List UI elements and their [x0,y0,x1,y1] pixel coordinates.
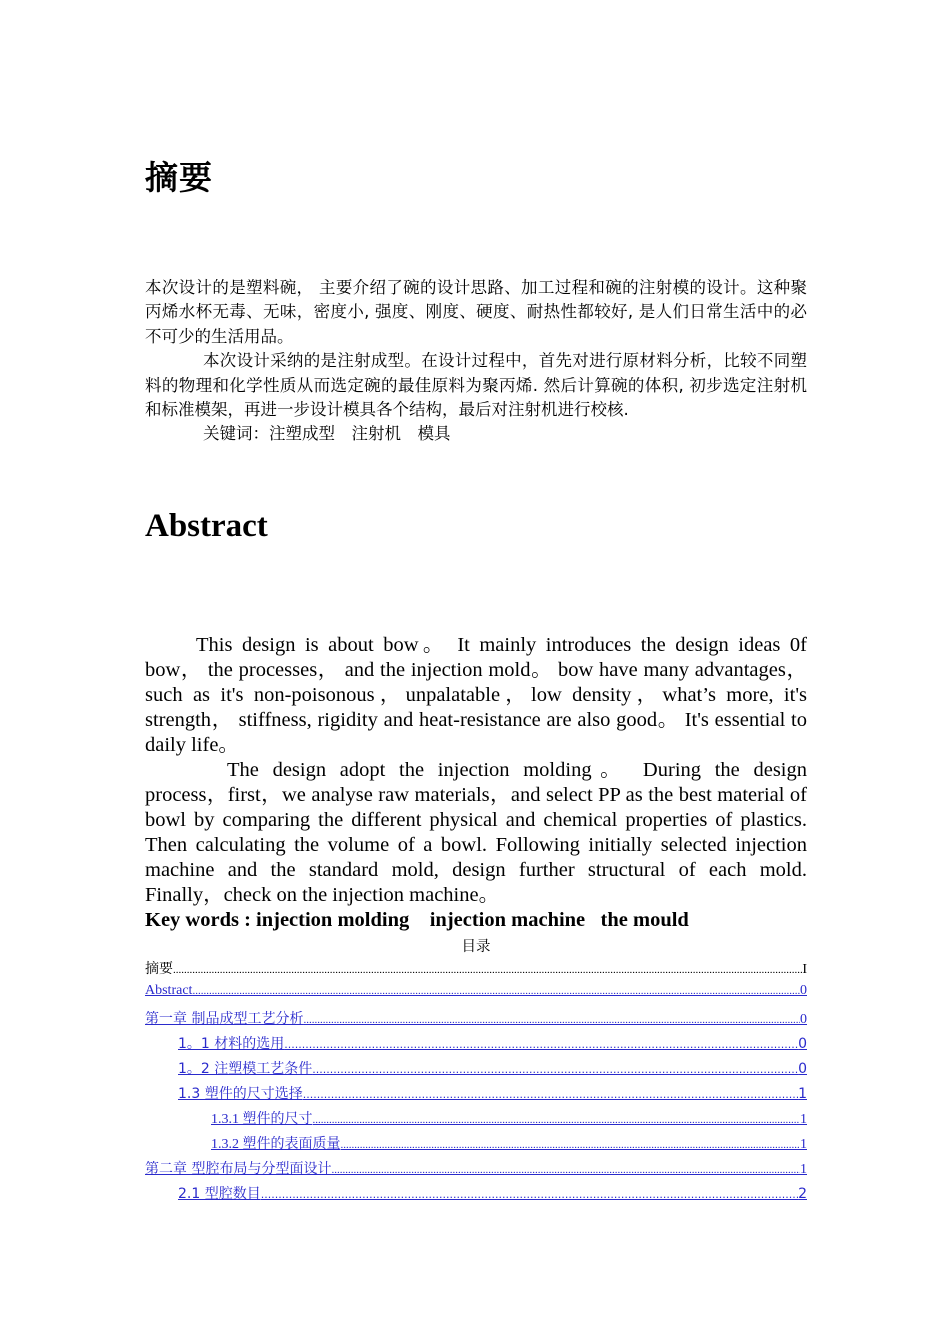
toc-entry-section-1-3[interactable] [145,1083,807,1108]
toc-entry-page: 0 [798,1036,807,1052]
toc-entry-section-2-1[interactable] [145,1183,807,1208]
toc-leader-dots [192,985,800,997]
toc-entry-page: 1 [798,1086,807,1102]
toc-entry-abstract-cn[interactable] [145,958,807,983]
toc-entry-page: 0 [800,1012,807,1027]
toc-entry-section-1-3-2[interactable] [145,1133,807,1158]
toc-leader-dots [284,1038,798,1051]
toc-entry-label: Abstract [145,983,193,998]
toc-entry-label: 1.3.2 塑件的表面质量 [211,1137,341,1152]
english-keywords: Key words : injection molding injection machine the mould [145,909,689,931]
english-abstract-paragraph-1: This design is about bow。 It mainly introduces the design ideas 0f bow， the processes， and the injection mold。 bow have many advantages，such as it's non-poisonous，unpalatable，low density，what’s more, it's strength， stiffness, rigidity and heat-resistance are also good。 It's essential to daily life。 [145,634,807,756]
chinese-abstract-paragraph-2: 本次设计采纳的是注射成型。在设计过程中，首先对进行原材料分析，比较不同塑料的物理和化学性质从而选定碗的最佳原料为聚丙烯. 然后计算碗的体积, 初步选定注射机和标准模架，再进一步设计模具各个结构，最后对注射机进行校核. [145,351,807,420]
toc-entry-page: 1 [800,1137,807,1152]
toc-entry-label: 第二章 型腔布局与分型面设计 [145,1161,332,1177]
chinese-abstract-heading: 摘要 [145,158,213,197]
toc-entry-chapter-2[interactable] [145,1158,807,1183]
english-abstract-paragraph-2: The design adopt the injection molding。 During the design process，first，we analyse raw materials，and select PP as the best material of bowl by comparing the different physical and chemical properties of plastics. Then calculating the volume of a bowl. Following initially selected injection machine and the standard mold, design further structural of each mold. Finally，check on the injection machine。 [145,759,807,906]
toc-title: 目录 [461,939,491,955]
toc-entry-section-1-1[interactable] [145,1033,807,1058]
toc-leader-dots [173,964,802,976]
toc-entry-page: 0 [798,1061,807,1077]
toc-entry-section-1-3-1[interactable] [145,1108,807,1133]
toc-entry-page: 1 [800,1112,807,1127]
english-abstract-heading: Abstract [145,508,268,544]
chinese-abstract-body [145,276,807,447]
toc-entry-page: I [802,962,807,977]
toc-leader-dots [313,1114,801,1126]
toc-leader-dots [312,1063,798,1076]
toc-entry-label: 第一章 制品成型工艺分析 [145,1011,304,1027]
toc-entry-page: 1 [800,1162,807,1177]
toc-leader-dots [261,1188,798,1201]
toc-entry-label: 1。2 注塑模工艺条件 [178,1061,313,1077]
chinese-keywords: 关键词：注塑成型 注射机 模具 [203,424,451,444]
toc-leader-dots [331,1164,800,1176]
toc-entry-label: 2.1 型腔数目 [178,1186,261,1202]
toc-entry-abstract-en[interactable] [145,983,807,1008]
english-abstract-body [145,633,807,933]
toc-entry-label: 1.3 塑件的尺寸选择 [178,1086,303,1102]
toc-leader-dots [341,1139,801,1151]
toc-entry-label: 摘要 [145,962,173,977]
toc-entry-section-1-2[interactable] [145,1058,807,1083]
toc-entry-page: 0 [800,983,807,998]
toc-entry-label: 1.3.1 塑件的尺寸 [211,1112,313,1127]
chinese-abstract-paragraph-1: 本次设计的是塑料碗， 主要介绍了碗的设计思路、加工过程和碗的注射模的设计。这种聚丙烯水杯无毒、无味，密度小, 强度、刚度、硬度、耐热性都较好, 是人们日常生活中的必不可少的生活用品。 [145,278,807,346]
toc-leader-dots [303,1014,800,1026]
toc-entry-label: 1。1 材料的选用 [178,1036,285,1052]
toc-entry-page: 2 [798,1186,807,1202]
toc-entry-chapter-1[interactable] [145,1008,807,1033]
toc-leader-dots [303,1088,798,1101]
table-of-contents [145,958,807,1208]
